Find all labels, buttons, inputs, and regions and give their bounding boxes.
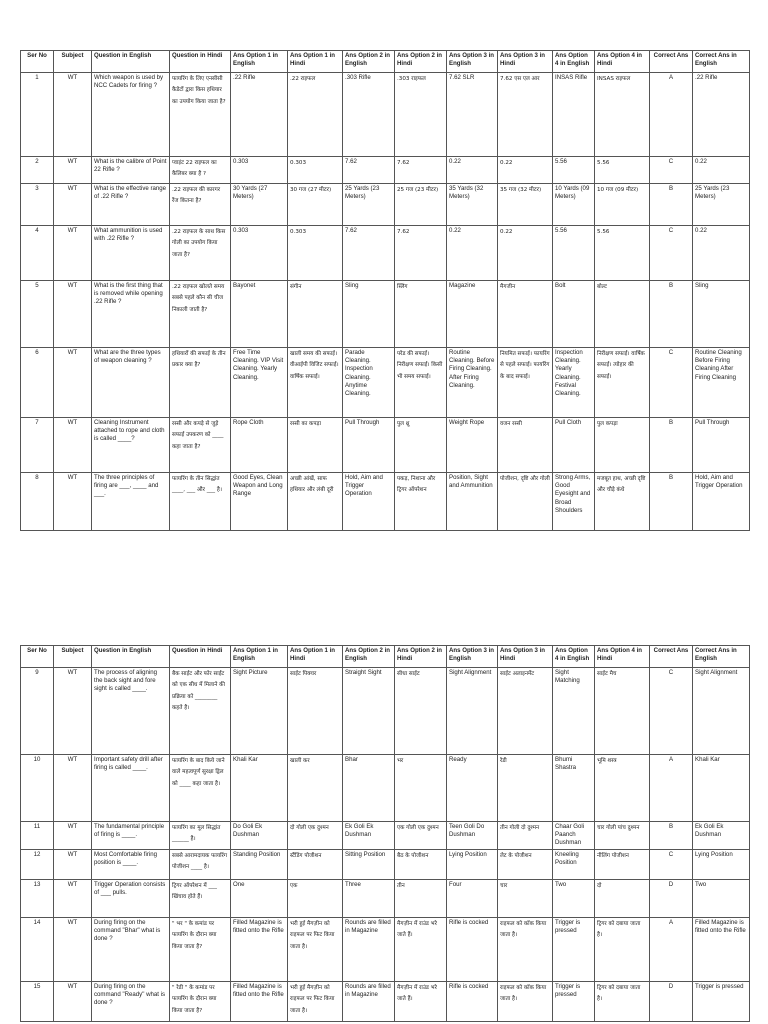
cell-opt1-en: 0.303 xyxy=(231,226,288,281)
cell-question-hi: .22 राइफल के साथ किस गोली का उपयोग किया जाता है? xyxy=(170,226,231,281)
column-header-opt1-en: Ans Option 1 in English xyxy=(231,646,288,668)
cell-correct-ans-en: Sling xyxy=(693,281,750,348)
cell-correct-ans-en: Sight Alignment xyxy=(693,668,750,755)
column-header-opt3-en: Ans Option 3 in English xyxy=(447,646,498,668)
header-row xyxy=(21,646,750,668)
cell-correct-ans: B xyxy=(650,822,693,850)
cell-question-en: Most Comfortable firing position is ____. xyxy=(92,849,170,879)
cell-opt4-en: Bolt xyxy=(553,281,595,348)
cell-opt4-en: Kneeling Position xyxy=(553,849,595,879)
cell-opt2-hi: .303 राइफल xyxy=(395,73,447,157)
cell-correct-ans: B xyxy=(650,473,693,531)
cell-opt1-hi: संगीन xyxy=(288,281,343,348)
cell-opt4-hi: नीलिंग पोजीशन xyxy=(595,849,650,879)
cell-opt3-hi: राइफल को कॉक किया जाता है। xyxy=(498,981,553,1021)
cell-opt3-en: Position, Sight and Ammunition xyxy=(447,473,498,531)
cell-subject: WT xyxy=(54,184,92,226)
cell-opt3-en: Lying Position xyxy=(447,849,498,879)
cell-correct-ans-en: 0.22 xyxy=(693,157,750,184)
cell-opt1-hi: रस्सी का कपड़ा xyxy=(288,418,343,473)
cell-opt4-hi: ट्रिगर को दबाया जाता है। xyxy=(595,981,650,1021)
cell-subject: WT xyxy=(54,157,92,184)
cell-opt1-hi: भरी हुई मैगज़ीन को राइफल पर फिट किया जाता है। xyxy=(288,981,343,1021)
cell-question-hi: सबसे आरामदायक फायरिंग पोजीशन ____ है। xyxy=(170,849,231,879)
cell-opt3-hi: वजन रस्सी xyxy=(498,418,553,473)
cell-correct-ans-en: .22 Rifle xyxy=(693,73,750,157)
cell-opt3-en: Rifle is cocked xyxy=(447,917,498,981)
cell-opt3-en: 0.22 xyxy=(447,157,498,184)
column-header-opt1-hi: Ans Option 1 in Hindi xyxy=(288,51,343,73)
cell-correct-ans: C xyxy=(650,849,693,879)
table-row xyxy=(21,981,750,1021)
cell-opt4-hi: साईट मैच xyxy=(595,668,650,755)
cell-opt3-hi: राइफल को कॉक किया जाता है। xyxy=(498,917,553,981)
cell-question-en: What is the first thing that is removed while opening .22 Rifle ? xyxy=(92,281,170,348)
cell-question-en: What ammunition is used with .22 Rifle ? xyxy=(92,226,170,281)
cell-opt1-hi: .22 राइफल xyxy=(288,73,343,157)
cell-opt4-en: Strong Arms, Good Eyesight and Broad Shoulders xyxy=(553,473,595,531)
cell-subject: WT xyxy=(54,418,92,473)
cell-opt4-hi: चार गोली पांच दुश्मन xyxy=(595,822,650,850)
table-row xyxy=(21,226,750,281)
cell-subject: WT xyxy=(54,849,92,879)
cell-opt2-en: Sitting Position xyxy=(343,849,395,879)
cell-opt3-hi: मैगजीन xyxy=(498,281,553,348)
cell-opt4-hi: दो xyxy=(595,879,650,917)
cell-ser-no: 13 xyxy=(21,879,54,917)
cell-opt3-en: Sight Alignment xyxy=(447,668,498,755)
cell-opt4-hi: पुल कपड़ा xyxy=(595,418,650,473)
cell-correct-ans-en: Filled Magazine is fitted onto the Rifle xyxy=(693,917,750,981)
cell-opt3-hi: 0.22 xyxy=(498,226,553,281)
cell-opt2-hi: मैगज़ीन में राउंड भरे जाते हैं। xyxy=(395,917,447,981)
cell-ser-no: 2 xyxy=(21,157,54,184)
cell-opt3-en: 7.62 SLR xyxy=(447,73,498,157)
cell-opt1-en: 30 Yards (27 Meters) xyxy=(231,184,288,226)
table-row xyxy=(21,157,750,184)
cell-opt4-hi: निरीक्षण सफाई। वार्षिक सफाई। त्योहार की सफाई। xyxy=(595,348,650,418)
cell-question-hi: रस्सी और कपड़े से जुड़े सफाई उपकरण को ____ कहा जाता है? xyxy=(170,418,231,473)
cell-ser-no: 6 xyxy=(21,348,54,418)
cell-subject: WT xyxy=(54,917,92,981)
cell-question-hi: हथियारों की सफाई के तीन प्रकार क्या है? xyxy=(170,348,231,418)
cell-question-en: What is the calibre of Point 22 Rifle ? xyxy=(92,157,170,184)
cell-question-hi: " भर " के कमांड पर फायरिंग के दौरान क्या किया जाता है? xyxy=(170,917,231,981)
cell-opt4-hi: ट्रिगर को दबाया जाता है। xyxy=(595,917,650,981)
cell-opt3-hi: 0.22 xyxy=(498,157,553,184)
column-header-correct-ans-en: Correct Ans in English xyxy=(693,646,750,668)
cell-ser-no: 11 xyxy=(21,822,54,850)
cell-opt4-hi: 5.56 xyxy=(595,157,650,184)
cell-opt2-hi: भर xyxy=(395,755,447,822)
questions-table-page-2 xyxy=(20,645,750,1022)
cell-subject: WT xyxy=(54,822,92,850)
cell-opt2-en: Bhar xyxy=(343,755,395,822)
cell-question-en: During firing on the command "Ready" what is done ? xyxy=(92,981,170,1021)
cell-correct-ans: C xyxy=(650,348,693,418)
cell-question-en: Which weapon is used by NCC Cadets for firing ? xyxy=(92,73,170,157)
cell-question-en: What is the effective range of .22 Rifle ? xyxy=(92,184,170,226)
cell-ser-no: 8 xyxy=(21,473,54,531)
column-header-opt4-hi: Ans Option 4 in Hindi xyxy=(595,646,650,668)
cell-opt2-hi: सीधा साईट xyxy=(395,668,447,755)
cell-opt1-hi: भरी हुई मैगज़ीन को राइफल पर फिट किया जाता है। xyxy=(288,917,343,981)
cell-opt3-en: Magazine xyxy=(447,281,498,348)
cell-opt3-hi: चार xyxy=(498,879,553,917)
cell-opt1-en: 0.303 xyxy=(231,157,288,184)
column-header-question-en: Question in English xyxy=(92,51,170,73)
cell-correct-ans: C xyxy=(650,226,693,281)
cell-opt1-hi: स्टैंडिंग पोजीशन xyxy=(288,849,343,879)
cell-question-en: The three principles of firing are ___, ____ and ___. xyxy=(92,473,170,531)
table-row xyxy=(21,668,750,755)
cell-correct-ans: A xyxy=(650,755,693,822)
cell-opt2-en: 7.62 xyxy=(343,226,395,281)
cell-opt1-en: Bayonet xyxy=(231,281,288,348)
cell-opt1-en: Sight Picture xyxy=(231,668,288,755)
cell-opt2-hi: बैठ के पोजीशन xyxy=(395,849,447,879)
cell-opt4-en: Two xyxy=(553,879,595,917)
column-header-question-en: Question in English xyxy=(92,646,170,668)
cell-ser-no: 10 xyxy=(21,755,54,822)
cell-opt4-hi: बोल्ट xyxy=(595,281,650,348)
cell-opt2-hi: 25 गज (23 मीटर) xyxy=(395,184,447,226)
cell-ser-no: 4 xyxy=(21,226,54,281)
table-row xyxy=(21,73,750,157)
cell-opt1-hi: साईट पिक्चर xyxy=(288,668,343,755)
cell-opt2-hi: 7.62 xyxy=(395,226,447,281)
cell-opt1-hi: खाली समय की सफाई। वीआईपी विजिट सफाई। वार्षिक सफाई। xyxy=(288,348,343,418)
cell-opt2-en: Ek Goli Ek Dushman xyxy=(343,822,395,850)
cell-opt3-hi: रेडी xyxy=(498,755,553,822)
cell-opt4-en: INSAS Rifle xyxy=(553,73,595,157)
cell-question-en: During firing on the command "Bhar" what is done ? xyxy=(92,917,170,981)
cell-opt3-en: Rifle is cocked xyxy=(447,981,498,1021)
column-header-ser-no: Ser No xyxy=(21,51,54,73)
cell-question-en: Trigger Operation consists of ___ pulls. xyxy=(92,879,170,917)
cell-opt2-en: 25 Yards (23 Meters) xyxy=(343,184,395,226)
table-row xyxy=(21,418,750,473)
cell-opt4-hi: 10 गज (09 मीटर) xyxy=(595,184,650,226)
column-header-opt2-hi: Ans Option 2 in Hindi xyxy=(395,51,447,73)
cell-opt2-hi: मैगज़ीन में राउंड भरे जाते हैं। xyxy=(395,981,447,1021)
cell-opt3-en: Ready xyxy=(447,755,498,822)
cell-opt3-hi: 35 गज (32 मीटर) xyxy=(498,184,553,226)
cell-correct-ans: C xyxy=(650,668,693,755)
column-header-opt3-en: Ans Option 3 in English xyxy=(447,51,498,73)
cell-opt1-en: Khali Kar xyxy=(231,755,288,822)
cell-opt1-en: Free Time Cleaning. VIP Visit Cleaning. Yearly Cleaning. xyxy=(231,348,288,418)
cell-question-hi: .22 राइफल खोलते समय सबसे पहले कौन सी चीज निकाली जाती है? xyxy=(170,281,231,348)
cell-subject: WT xyxy=(54,879,92,917)
cell-correct-ans-en: 25 Yards (23 Meters) xyxy=(693,184,750,226)
cell-ser-no: 15 xyxy=(21,981,54,1021)
cell-opt4-en: Sight Matching xyxy=(553,668,595,755)
cell-opt3-en: Teen Goli Do Dushman xyxy=(447,822,498,850)
table-row xyxy=(21,917,750,981)
cell-opt1-hi: अच्छी आंखें, साफ हथियार और लंबी दूरी xyxy=(288,473,343,531)
cell-opt1-hi: दो गोली एक दुश्मन xyxy=(288,822,343,850)
cell-opt4-hi: भूमि शस्त्र xyxy=(595,755,650,822)
cell-opt2-en: .303 Rifle xyxy=(343,73,395,157)
cell-correct-ans-en: Khali Kar xyxy=(693,755,750,822)
column-header-opt1-en: Ans Option 1 in English xyxy=(231,51,288,73)
cell-opt3-en: Weight Rope xyxy=(447,418,498,473)
column-header-subject: Subject xyxy=(54,51,92,73)
cell-opt1-hi: 30 गज (27 मीटर) xyxy=(288,184,343,226)
cell-subject: WT xyxy=(54,473,92,531)
cell-correct-ans: B xyxy=(650,418,693,473)
cell-opt2-en: Pull Through xyxy=(343,418,395,473)
column-header-opt2-en: Ans Option 2 in English xyxy=(343,646,395,668)
cell-question-hi: प्वाइंट 22 राइफल का कैलिबर क्या है ? xyxy=(170,157,231,184)
cell-opt3-hi: नियमित सफाई। फायरिंग से पहले सफाई। फायरिंग के बाद सफाई। xyxy=(498,348,553,418)
column-header-question-hi: Question in Hindi xyxy=(170,51,231,73)
cell-opt4-en: 10 Yards (09 Meters) xyxy=(553,184,595,226)
cell-question-hi: फायरिंग के तीन सिद्धांत ____, ___ और ___ है। xyxy=(170,473,231,531)
cell-opt2-hi: पुल थ्रू xyxy=(395,418,447,473)
cell-opt4-hi: INSAS राइफल xyxy=(595,73,650,157)
cell-opt3-hi: पोजीशन, दृष्टि और गोली xyxy=(498,473,553,531)
table-row xyxy=(21,755,750,822)
cell-ser-no: 3 xyxy=(21,184,54,226)
cell-opt3-hi: तीन गोली दो दुश्मन xyxy=(498,822,553,850)
cell-question-en: What are the three types of weapon cleaning ? xyxy=(92,348,170,418)
cell-opt1-en: Do Goli Ek Dushman xyxy=(231,822,288,850)
questions-table-page-1 xyxy=(20,50,750,531)
table-row xyxy=(21,822,750,850)
column-header-opt4-hi: Ans Option 4 in Hindi xyxy=(595,51,650,73)
cell-opt1-en: Rope Cloth xyxy=(231,418,288,473)
cell-question-hi: बैक साईट और फोर साईट को एक सीध में मिलाने की प्रक्रिया को ________ कहते है। xyxy=(170,668,231,755)
table-row xyxy=(21,879,750,917)
cell-question-en: Cleaning Instrument attached to rope and cloth is called ____? xyxy=(92,418,170,473)
cell-opt2-en: 7.62 xyxy=(343,157,395,184)
cell-opt2-hi: एक गोली एक दुश्मन xyxy=(395,822,447,850)
cell-opt3-en: Routine Cleaning. Before Firing Cleaning. After Firing Cleaning. xyxy=(447,348,498,418)
cell-opt4-en: Inspection Cleaning. Yearly Cleaning. Festival Cleaning. xyxy=(553,348,595,418)
cell-opt1-en: Filled Magazine is fitted onto the Rifle xyxy=(231,917,288,981)
cell-question-hi: ट्रिगर ऑपरेशन में ___ खिंचाव होते हैं। xyxy=(170,879,231,917)
column-header-correct-ans: Correct Ans xyxy=(650,646,693,668)
cell-ser-no: 14 xyxy=(21,917,54,981)
header-row xyxy=(21,51,750,73)
cell-question-en: The fundamental principle of firing is ____. xyxy=(92,822,170,850)
column-header-opt3-hi: Ans Option 3 in Hindi xyxy=(498,646,553,668)
table-row xyxy=(21,281,750,348)
cell-question-hi: फायरिंग के बाद किये जाने वाले महत्वपूर्ण सुरक्षा ड्रिल को ____ कहा जाता है। xyxy=(170,755,231,822)
cell-subject: WT xyxy=(54,73,92,157)
table-row xyxy=(21,348,750,418)
column-header-subject: Subject xyxy=(54,646,92,668)
cell-opt2-en: Straight Sight xyxy=(343,668,395,755)
cell-correct-ans: D xyxy=(650,981,693,1021)
column-header-opt1-hi: Ans Option 1 in Hindi xyxy=(288,646,343,668)
cell-correct-ans: B xyxy=(650,184,693,226)
cell-opt4-en: Bhumi Shastra xyxy=(553,755,595,822)
column-header-opt2-en: Ans Option 2 in English xyxy=(343,51,395,73)
cell-opt1-hi: 0.303 xyxy=(288,157,343,184)
cell-subject: WT xyxy=(54,226,92,281)
cell-opt4-en: Pull Cloth xyxy=(553,418,595,473)
table-row xyxy=(21,849,750,879)
cell-correct-ans-en: Lying Position xyxy=(693,849,750,879)
cell-correct-ans-en: 0.22 xyxy=(693,226,750,281)
cell-opt2-en: Rounds are filled in Magazine xyxy=(343,917,395,981)
cell-subject: WT xyxy=(54,981,92,1021)
cell-correct-ans: A xyxy=(650,73,693,157)
column-header-opt2-hi: Ans Option 2 in Hindi xyxy=(395,646,447,668)
cell-opt3-hi: 7.62 एस एल आर xyxy=(498,73,553,157)
cell-opt1-en: One xyxy=(231,879,288,917)
cell-question-en: The process of aligning the back sight and fore sight is called ____. xyxy=(92,668,170,755)
cell-opt1-hi: 0.303 xyxy=(288,226,343,281)
cell-correct-ans-en: Routine Cleaning Before Firing Cleaning After Firing Cleaning xyxy=(693,348,750,418)
cell-opt4-hi: 5.56 xyxy=(595,226,650,281)
cell-ser-no: 5 xyxy=(21,281,54,348)
cell-opt1-en: Filled Magazine is fitted onto the Rifle xyxy=(231,981,288,1021)
cell-opt2-en: Sling xyxy=(343,281,395,348)
cell-question-hi: " रेडी " के कमांड पर फायरिंग के दौरान क्या किया जाता है? xyxy=(170,981,231,1021)
column-header-opt4-en: Ans Option 4 in English xyxy=(553,646,595,668)
cell-opt2-en: Rounds are filled in Magazine xyxy=(343,981,395,1021)
column-header-ser-no: Ser No xyxy=(21,646,54,668)
cell-opt3-en: 35 Yards (32 Meters) xyxy=(447,184,498,226)
cell-opt4-en: 5.56 xyxy=(553,157,595,184)
cell-ser-no: 7 xyxy=(21,418,54,473)
cell-correct-ans: B xyxy=(650,281,693,348)
cell-opt4-en: Chaar Goli Paanch Dushman xyxy=(553,822,595,850)
cell-opt3-en: Four xyxy=(447,879,498,917)
cell-opt2-hi: 7.62 xyxy=(395,157,447,184)
cell-opt4-en: 5.56 xyxy=(553,226,595,281)
cell-opt2-en: Hold, Aim and Trigger Operation xyxy=(343,473,395,531)
cell-opt1-hi: खाली कर xyxy=(288,755,343,822)
cell-subject: WT xyxy=(54,668,92,755)
cell-opt2-en: Three xyxy=(343,879,395,917)
cell-subject: WT xyxy=(54,348,92,418)
cell-opt3-en: 0.22 xyxy=(447,226,498,281)
cell-correct-ans-en: Pull Through xyxy=(693,418,750,473)
cell-question-en: Important safety drill after firing is called ____. xyxy=(92,755,170,822)
cell-correct-ans: A xyxy=(650,917,693,981)
column-header-correct-ans-en: Correct Ans in English xyxy=(693,51,750,73)
cell-correct-ans-en: Trigger is pressed xyxy=(693,981,750,1021)
cell-opt1-en: Standing Position xyxy=(231,849,288,879)
table-row xyxy=(21,473,750,531)
cell-opt2-en: Parade Cleaning. Inspection Cleaning. Anytime Cleaning. xyxy=(343,348,395,418)
cell-opt1-en: .22 Rifle xyxy=(231,73,288,157)
cell-correct-ans: D xyxy=(650,879,693,917)
cell-opt4-hi: मजबूत हाथ, अच्छी दृष्टि और चौड़े कंधे xyxy=(595,473,650,531)
cell-correct-ans-en: Two xyxy=(693,879,750,917)
cell-subject: WT xyxy=(54,281,92,348)
cell-opt3-hi: साईट अलाइनमेंट xyxy=(498,668,553,755)
cell-question-hi: .22 राइफल की कारगर रेंज कितना है? xyxy=(170,184,231,226)
cell-opt4-en: Trigger is pressed xyxy=(553,981,595,1021)
cell-correct-ans: C xyxy=(650,157,693,184)
column-header-opt4-en: Ans Option 4 in English xyxy=(553,51,595,73)
cell-ser-no: 1 xyxy=(21,73,54,157)
cell-ser-no: 9 xyxy=(21,668,54,755)
cell-opt1-hi: एक xyxy=(288,879,343,917)
cell-correct-ans-en: Ek Goli Ek Dushman xyxy=(693,822,750,850)
cell-ser-no: 12 xyxy=(21,849,54,879)
table-row xyxy=(21,184,750,226)
column-header-correct-ans: Correct Ans xyxy=(650,51,693,73)
column-header-question-hi: Question in Hindi xyxy=(170,646,231,668)
cell-subject: WT xyxy=(54,755,92,822)
cell-opt4-en: Trigger is pressed xyxy=(553,917,595,981)
cell-opt1-en: Good Eyes, Clean Weapon and Long Range xyxy=(231,473,288,531)
cell-opt2-hi: परेड की सफाई। निरीक्षण सफाई। किसी भी समय सफाई। xyxy=(395,348,447,418)
cell-question-hi: फायरिंग के लिए एनसीसी कैडेटों द्वारा किस हथियार का उपयोग किया जाता है? xyxy=(170,73,231,157)
column-header-opt3-hi: Ans Option 3 in Hindi xyxy=(498,51,553,73)
cell-question-hi: फायरिंग का मूल सिद्धांत ______ है। xyxy=(170,822,231,850)
cell-opt2-hi: स्लिंग xyxy=(395,281,447,348)
cell-opt2-hi: तीन xyxy=(395,879,447,917)
cell-opt3-hi: लेट के पोजीशन xyxy=(498,849,553,879)
cell-correct-ans-en: Hold, Aim and Trigger Operation xyxy=(693,473,750,531)
cell-opt2-hi: पकड़, निशाना और ट्रिगर ऑपरेशन xyxy=(395,473,447,531)
